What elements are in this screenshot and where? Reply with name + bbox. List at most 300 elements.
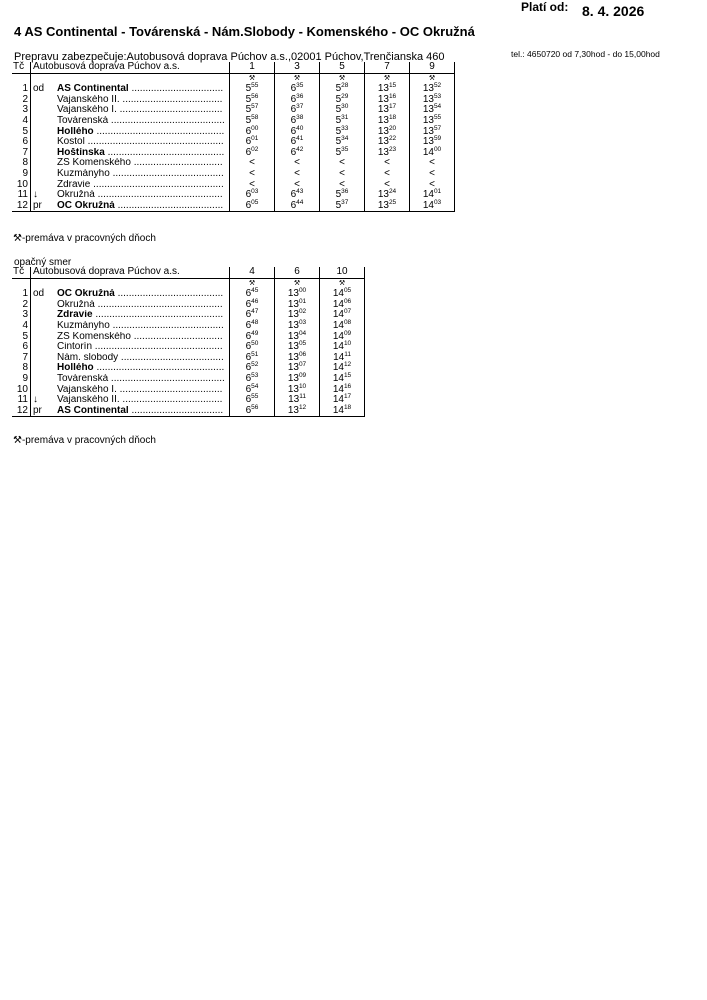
operator-line: Prepravu zabezpečuje:Autobusová doprava Púchov a.s.,02001 Púchov,Trenčianska 460 (14, 51, 445, 63)
leader-dots: ........................................ (109, 320, 224, 331)
time-hour: < (429, 178, 435, 190)
time-minute: 03 (251, 188, 259, 196)
time-hour: 5 (245, 93, 252, 105)
valid-from-date: 8. 4. 2026 (582, 3, 645, 19)
stop-name: Kostol (57, 137, 85, 148)
stop-row (12, 289, 365, 300)
time-hour: 13 (377, 125, 389, 137)
time-hour: 13 (377, 136, 389, 148)
stop-order: 1 (12, 289, 31, 300)
trip-number: 5 (320, 62, 365, 73)
time-hour: 6 (290, 125, 297, 137)
time-minute: 33 (341, 124, 349, 132)
time-hour: < (249, 167, 255, 179)
time-hour: 13 (287, 372, 299, 384)
time-minute: 00 (433, 145, 442, 153)
leader-dots: ..................................... (116, 384, 223, 395)
time-minute: 10 (343, 340, 352, 348)
trip-number: 6 (275, 267, 320, 278)
stop-name-cell (57, 105, 230, 116)
stop-name-cell (57, 321, 230, 332)
time-minute: 07 (343, 308, 352, 316)
stop-order: 2 (12, 300, 31, 311)
stop-order: 3 (12, 105, 31, 116)
time-hour: 13 (422, 114, 434, 126)
time-hour: 5 (245, 83, 252, 95)
time-minute: 51 (251, 350, 259, 358)
departure-time (320, 198, 365, 212)
stop-name: Cintorín (57, 342, 93, 353)
time-minute: 36 (296, 92, 304, 100)
time-hour: 14 (422, 199, 434, 211)
time-hour: 5 (335, 83, 342, 95)
weekday-note: ⚒-premáva v pracovných dňoch (13, 233, 156, 244)
stop-name-cell (57, 180, 230, 191)
stop-order: 5 (12, 332, 31, 343)
stop-row (12, 321, 365, 332)
leader-dots: ................................................. (84, 137, 224, 148)
weekday-symbol-icon: ⚒ (320, 73, 365, 84)
time-minute: 45 (251, 287, 259, 295)
operator-header: Autobusová doprava Púchov a.s. (31, 267, 230, 278)
time-hour: 6 (245, 146, 252, 158)
stop-name-cell (57, 169, 230, 180)
stop-name: Kuzmányho (57, 168, 110, 179)
valid-from-label: Platí od: (521, 0, 569, 14)
time-hour: 14 (422, 146, 434, 158)
stop-order: 11 (12, 395, 31, 406)
stop-name: OC Okružná (57, 200, 115, 211)
header-row (12, 62, 455, 73)
time-minute: 44 (296, 198, 304, 206)
time-minute: 15 (388, 82, 397, 90)
time-hour: 5 (335, 104, 342, 116)
stop-flag (31, 321, 58, 332)
time-hour: 6 (245, 319, 252, 331)
time-hour: 13 (377, 114, 389, 126)
stop-flag (31, 137, 58, 148)
time-hour: 6 (290, 146, 297, 158)
leader-dots: ................................ (130, 158, 223, 169)
order-header: Tč (12, 267, 31, 278)
leader-dots: ......................................... (108, 115, 225, 126)
time-hour: 13 (422, 93, 434, 105)
time-hour: 14 (422, 189, 434, 201)
stop-name-cell (57, 353, 230, 364)
time-minute: 12 (298, 403, 307, 411)
time-hour: 6 (245, 404, 252, 416)
time-minute: 06 (298, 350, 307, 358)
stop-name-cell (57, 332, 230, 343)
time-minute: 16 (388, 92, 397, 100)
time-minute: 46 (251, 297, 259, 305)
stop-name: AS Continental (57, 405, 129, 416)
stop-row (12, 332, 365, 343)
stop-order: 9 (12, 169, 31, 180)
time-hour: 5 (335, 136, 342, 148)
stop-name: OC Okružná (57, 289, 115, 300)
time-hour: < (384, 167, 390, 179)
time-minute: 11 (299, 393, 306, 401)
time-minute: 47 (251, 308, 259, 316)
time-hour: 6 (290, 93, 297, 105)
time-minute: 53 (251, 371, 259, 379)
weekday-symbol-icon: ⚒ (230, 73, 275, 84)
leader-dots: .......................................... (104, 147, 225, 158)
weekday-symbol-icon: ⚒ (320, 278, 365, 289)
leader-dots: .................................... (119, 94, 223, 105)
time-hour: 13 (287, 298, 299, 310)
time-hour: < (294, 178, 300, 190)
time-hour: 13 (377, 104, 389, 116)
time-hour: < (294, 157, 300, 169)
stop-row (12, 395, 365, 406)
time-minute: 38 (296, 113, 304, 121)
stop-order: 4 (12, 116, 31, 127)
stop-name: Hollého (57, 126, 94, 137)
time-hour: 6 (245, 362, 252, 374)
time-minute: 18 (343, 403, 352, 411)
time-minute: 24 (388, 188, 397, 196)
stop-order: 1 (12, 84, 31, 95)
time-minute: 42 (296, 145, 304, 153)
time-minute: 06 (343, 297, 352, 305)
time-hour: 14 (332, 309, 344, 321)
time-minute: 07 (298, 361, 307, 369)
stop-name: Vajanského II. (57, 94, 120, 105)
weekday-symbol-icon: ⚒ (275, 73, 320, 84)
time-hour: 14 (332, 383, 344, 395)
time-hour: 5 (335, 114, 342, 126)
stop-name-cell (57, 137, 230, 148)
time-minute: 02 (298, 308, 307, 316)
time-minute: 53 (433, 92, 442, 100)
weekday-symbol-icon: ⚒ (410, 73, 455, 84)
leader-dots: .............................................. (92, 310, 224, 321)
stop-name-cell (57, 148, 230, 159)
time-minute: 30 (341, 103, 349, 111)
time-minute: 22 (388, 135, 397, 143)
leader-dots: .............................................. (93, 363, 225, 374)
time-hour: 14 (332, 362, 344, 374)
departure-time (320, 403, 365, 417)
stop-order: 8 (12, 363, 31, 374)
time-hour: 14 (332, 288, 344, 300)
stop-name: ZŠ Komenského (57, 158, 131, 169)
symbol-row (12, 278, 365, 289)
time-minute: 00 (251, 124, 259, 132)
time-minute: 05 (343, 287, 352, 295)
time-hour: 6 (245, 330, 252, 342)
stop-name: Okružná (57, 190, 95, 201)
time-hour: 6 (290, 114, 297, 126)
stop-name: Zdravie (57, 310, 93, 321)
time-hour: 14 (332, 298, 344, 310)
stop-flag: ↓ (33, 394, 38, 406)
time-minute: 29 (341, 92, 349, 100)
trip-number: 10 (320, 267, 365, 278)
stop-flag: pr (31, 406, 58, 417)
stop-flag (31, 363, 58, 374)
stop-flag (31, 148, 58, 159)
trip-number: 9 (410, 62, 455, 73)
stop-name: Zdravie (57, 179, 91, 190)
stop-order: 5 (12, 127, 31, 138)
stop-flag (31, 169, 58, 180)
time-minute: 52 (251, 361, 259, 369)
stop-flag (31, 353, 58, 364)
time-minute: 55 (433, 113, 442, 121)
stop-order: 6 (12, 137, 31, 148)
time-minute: 23 (388, 145, 397, 153)
time-minute: 17 (343, 393, 352, 401)
stop-row (12, 201, 455, 212)
stop-flag (31, 342, 58, 353)
time-hour: 13 (287, 319, 299, 331)
stop-name: Okružná (57, 299, 95, 310)
stop-name-cell (57, 201, 230, 212)
trip-number: 7 (365, 62, 410, 73)
time-hour: 13 (422, 136, 434, 148)
time-hour: 6 (290, 189, 297, 201)
stop-row (12, 374, 365, 385)
time-minute: 35 (296, 82, 304, 90)
stop-row (12, 385, 365, 396)
time-hour: 6 (245, 309, 252, 321)
stop-name-cell (57, 116, 230, 127)
stop-flag (31, 158, 58, 169)
time-hour: 6 (245, 298, 252, 310)
leader-dots: .............................................. (93, 126, 225, 137)
stop-name-cell (57, 300, 230, 311)
departure-time (275, 403, 320, 417)
timetable-return (12, 267, 365, 417)
time-minute: 18 (388, 113, 397, 121)
time-minute: 41 (296, 135, 304, 143)
leader-dots: ...................................... (114, 200, 224, 211)
time-hour: 14 (332, 319, 344, 331)
time-hour: < (249, 178, 255, 190)
stop-name-cell (57, 385, 230, 396)
time-minute: 05 (298, 340, 307, 348)
stop-row (12, 406, 365, 417)
time-hour: 5 (335, 199, 342, 211)
time-minute: 50 (251, 340, 259, 348)
time-hour: 6 (290, 136, 297, 148)
time-hour: 5 (245, 104, 252, 116)
time-minute: 15 (343, 371, 352, 379)
time-minute: 56 (251, 403, 259, 411)
stop-name-cell (57, 363, 230, 374)
operator-header: Autobusová doprava Púchov a.s. (31, 62, 230, 73)
stop-name-cell (57, 190, 230, 201)
time-minute: 01 (298, 297, 307, 305)
time-hour: 13 (287, 351, 299, 363)
time-hour: < (294, 167, 300, 179)
time-hour: 13 (287, 341, 299, 353)
time-hour: 6 (245, 341, 252, 353)
stop-flag: od (33, 83, 45, 95)
time-hour: 13 (287, 288, 299, 300)
opposite-direction-label: opačný smer (14, 257, 72, 268)
stop-name: Nám. slobody (57, 352, 119, 363)
header-row (12, 267, 365, 278)
stop-name: AS Continental (57, 84, 129, 95)
time-minute: 59 (433, 135, 442, 143)
leader-dots: ......................................... (108, 373, 225, 384)
time-minute: 55 (251, 82, 259, 90)
stop-order: 3 (12, 310, 31, 321)
stop-order: 12 (12, 201, 31, 212)
empty-cell (31, 73, 230, 84)
empty-cell (31, 278, 230, 289)
stop-flag: od (33, 288, 45, 300)
time-hour: < (339, 167, 345, 179)
time-hour: < (429, 167, 435, 179)
stop-name-cell (57, 127, 230, 138)
time-minute: 57 (251, 103, 259, 111)
time-hour: 6 (245, 136, 252, 148)
time-hour: < (339, 157, 345, 169)
time-hour: < (384, 178, 390, 190)
departure-time (410, 198, 455, 212)
stop-name-cell (57, 395, 230, 406)
time-minute: 03 (298, 318, 307, 326)
stop-order: 8 (12, 158, 31, 169)
stop-flag (31, 127, 58, 138)
time-minute: 52 (433, 82, 442, 90)
time-minute: 37 (296, 103, 304, 111)
leader-dots: ............................................. (94, 299, 223, 310)
time-hour: < (429, 157, 435, 169)
stop-name: Továrenská (57, 373, 109, 384)
leader-dots: ............................................. (94, 190, 223, 201)
trip-number: 4 (230, 267, 275, 278)
stop-name-cell (57, 342, 230, 353)
weekday-symbol-icon: ⚒ (275, 278, 320, 289)
stop-order: 10 (12, 180, 31, 191)
time-hour: 6 (245, 288, 252, 300)
time-minute: 10 (298, 382, 307, 390)
stop-order: 7 (12, 353, 31, 364)
stop-order: 4 (12, 321, 31, 332)
time-hour: < (249, 157, 255, 169)
stop-flag (31, 105, 58, 116)
time-hour: 5 (245, 114, 252, 126)
leader-dots: .................................... (119, 395, 223, 406)
time-minute: 17 (388, 103, 397, 111)
time-minute: 54 (433, 103, 442, 111)
time-minute: 54 (251, 382, 259, 390)
stop-name-cell (57, 95, 230, 106)
time-hour: 6 (245, 383, 252, 395)
leader-dots: ...................................... (114, 289, 224, 300)
time-minute: 01 (251, 135, 259, 143)
time-minute: 40 (296, 124, 304, 132)
time-hour: 14 (333, 351, 345, 363)
time-hour: 14 (332, 372, 344, 384)
stop-name: Kuzmányho (57, 320, 110, 331)
time-hour: 5 (335, 93, 342, 105)
time-hour: < (384, 157, 390, 169)
time-minute: 56 (251, 92, 259, 100)
stop-name: Továrenská (57, 115, 109, 126)
timetable-outbound (12, 62, 455, 212)
time-hour: 5 (335, 125, 342, 137)
time-hour: 13 (287, 404, 299, 416)
stop-order: 2 (12, 95, 31, 106)
leader-dots: ..................................... (116, 105, 223, 116)
timetable-title: 4 AS Continental - Továrenská - Nám.Slobody - Komenského - OC Okružná (14, 24, 475, 39)
time-hour: 13 (287, 330, 299, 342)
leader-dots: ................................ (130, 331, 223, 342)
stop-row (12, 310, 365, 321)
stop-name-cell (57, 289, 230, 300)
time-minute: 08 (343, 318, 352, 326)
time-minute: 03 (433, 198, 442, 206)
time-minute: 57 (433, 124, 442, 132)
stop-flag: ↓ (33, 189, 38, 201)
time-minute: 48 (251, 318, 259, 326)
stop-order: 11 (12, 190, 31, 201)
time-hour: 13 (377, 83, 389, 95)
trip-number: 3 (275, 62, 320, 73)
time-hour: 6 (245, 394, 252, 406)
time-minute: 36 (341, 188, 349, 196)
trip-number: 1 (230, 62, 275, 73)
stop-name: ZŠ Komenského (57, 331, 131, 342)
stop-order: 12 (12, 406, 31, 417)
phone-info: tel.: 4650720 od 7,30hod - do 15,00hod (511, 49, 660, 59)
leader-dots: .............................................. (92, 342, 223, 353)
time-minute: 35 (341, 145, 349, 153)
departure-time (365, 198, 410, 212)
time-minute: 25 (388, 198, 397, 206)
leader-dots: ................................. (128, 405, 224, 416)
time-minute: 09 (298, 371, 307, 379)
stop-row (12, 300, 365, 311)
time-minute: 49 (251, 329, 259, 337)
stop-name: Hoštínska (57, 147, 105, 158)
stop-flag (31, 374, 58, 385)
time-minute: 00 (298, 287, 307, 295)
time-minute: 34 (341, 135, 349, 143)
time-minute: 37 (341, 198, 349, 206)
time-minute: 55 (251, 393, 259, 401)
time-minute: 20 (388, 124, 397, 132)
time-hour: 13 (287, 362, 299, 374)
stop-order: 10 (12, 385, 31, 396)
stop-name: Vajanského II. (57, 395, 120, 406)
time-minute: 12 (343, 361, 352, 369)
time-hour: 6 (245, 372, 252, 384)
time-hour: 13 (287, 309, 299, 321)
time-hour: 6 (245, 351, 252, 363)
stop-flag: pr (31, 201, 58, 212)
time-minute: 31 (341, 113, 349, 121)
stop-flag (31, 95, 58, 106)
time-hour: 6 (245, 189, 252, 201)
time-minute: 04 (298, 329, 307, 337)
time-hour: 13 (288, 394, 300, 406)
weekday-note-return: ⚒-premáva v pracovných dňoch (13, 435, 156, 446)
stop-flag (31, 116, 58, 127)
time-hour: 14 (332, 404, 344, 416)
time-hour: 6 (290, 83, 297, 95)
departure-time (230, 198, 275, 212)
time-hour: 13 (377, 189, 389, 201)
stop-name: Vajanského I. (57, 384, 117, 395)
